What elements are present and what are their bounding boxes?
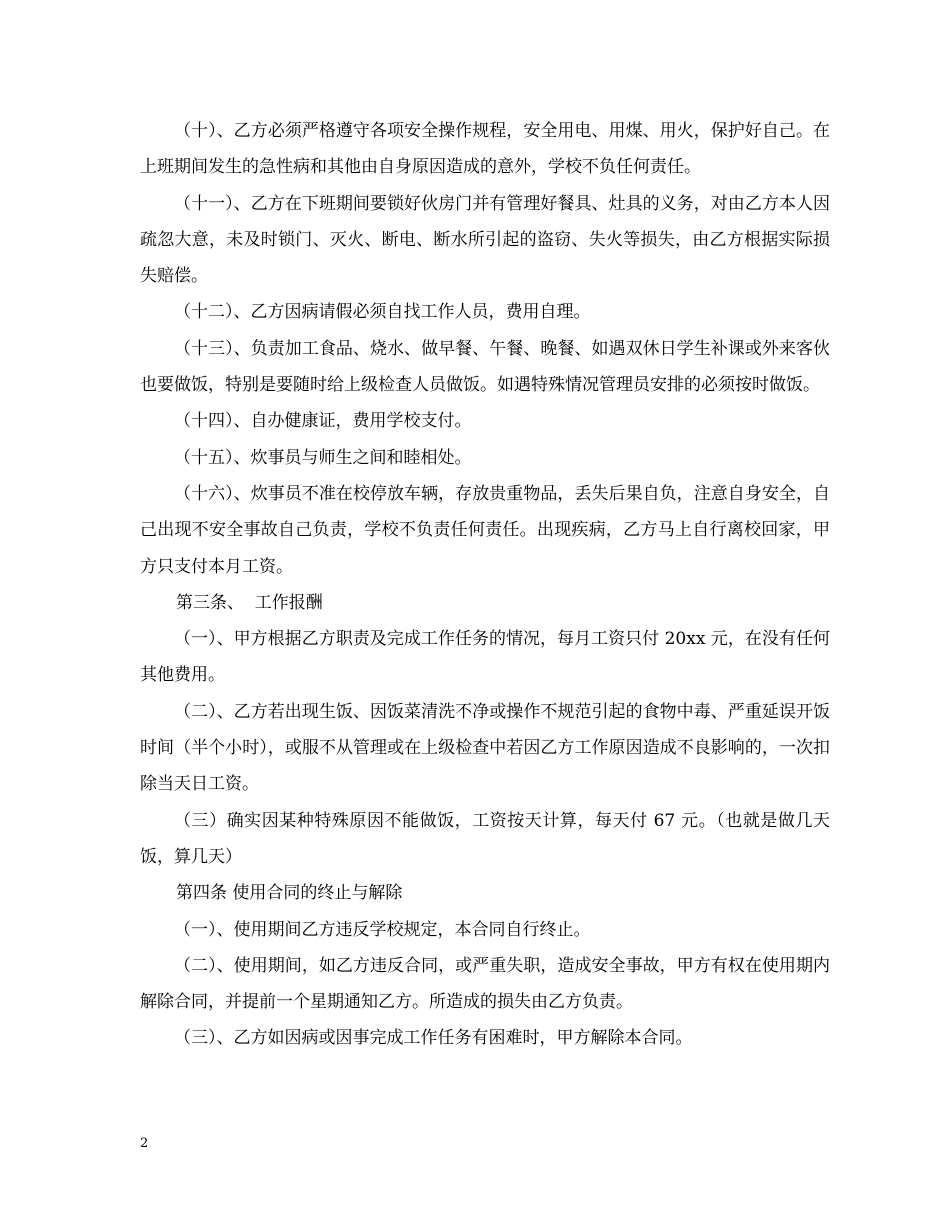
clause-16: （十六）、炊事员不准在校停放车辆，存放贵重物品，丢失后果自负，注意自身安全，自己出现不安全事故自己负责，学校不负责任何责任。出现疾病，乙方马上自行离校回家，甲方只支付本月工资。 (140, 483, 830, 577)
clause-12: （十二）、乙方因病请假必须自找工作人员，费用自理。 (174, 302, 591, 323)
article-4-heading: 第四条 使用合同的终止与解除 (176, 883, 403, 904)
clause-15: （十五）、炊事员与师生之间和睦相处。 (174, 447, 472, 468)
article-4-clause-2: （二）、使用期间，如乙方违反合同，或严重失职，造成安全事故，甲方有权在使用期内解除合同，并提前一个星期通知乙方。所造成的损失由乙方负责。 (140, 955, 830, 1013)
article-4-clause-3: （三）、乙方如因病或因事完成工作任务有困难时，甲方解除本合同。 (174, 1028, 693, 1049)
clause-10: （十）、乙方必须严格遵守各项安全操作规程，安全用电、用煤、用火，保护好自己。在上班期间发生的急性病和其他由自身原因造成的意外，学校不负任何责任。 (140, 121, 830, 178)
article-3-clause-1: （一）、甲方根据乙方职责及完成工作任务的情况，每月工资只付 20xx 元，在没有任何其他费用。 (140, 629, 830, 686)
article-3-heading: 第三条、 工作报酬 (176, 592, 323, 613)
document-body (140, 113, 830, 1057)
clause-11: （十一）、乙方在下班期间要锁好伙房门并有管理好餐具、灶具的义务，对由乙方本人因疏忽大意，未及时锁门、灭火、断电、断水所引起的盗窃、失火等损失，由乙方根据实际损失赔偿。 (140, 193, 830, 287)
clause-14: （十四）、自办健康证，费用学校支付。 (174, 411, 472, 432)
clause-13: （十三）、负责加工食品、烧水、做早餐、午餐、晚餐、如遇双休日学生补课或外来客伙也要做饭，特别是要随时给上级检查人员做饭。如遇特殊情况管理员安排的必须按时做饭。 (140, 338, 830, 396)
page-number: 2 (140, 1136, 149, 1151)
article-4-clause-1: （一）、使用期间乙方违反学校规定，本合同自行终止。 (174, 919, 591, 940)
article-3-clause-2: （二）、乙方若出现生饭、因饭菜清洗不净或操作不规范引起的食物中毒、严重延误开饭时间（半个小时），或服不从管理或在上级检查中若因乙方工作原因造成不良影响的，一次扣除当天日工资。 (140, 701, 830, 795)
article-3-clause-3: （三）确实因某种特殊原因不能做饭，工资按天计算，每天付 67 元。（也就是做几天饭，算几天） (140, 810, 830, 867)
